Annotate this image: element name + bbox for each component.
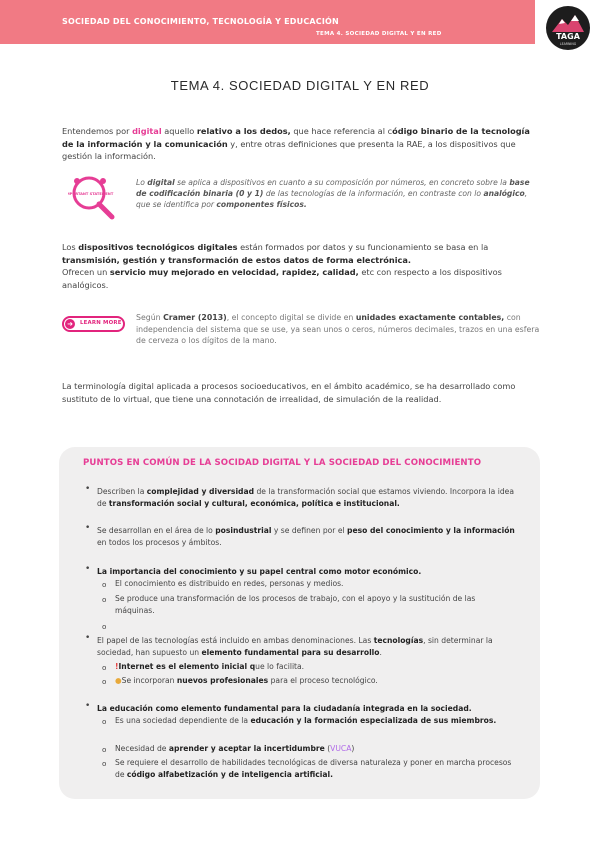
sub-list-item: Se requiere el desarrollo de habilidades tecnológicas de diversa naturaleza y poner en marcha procesos de código alfabetización y de inteligencia artificial. xyxy=(115,758,512,779)
list-item: La importancia del conocimiento y su papel central como motor económico. xyxy=(97,567,422,576)
bullet-icon: • xyxy=(85,484,91,494)
bullet-icon: • xyxy=(85,633,91,643)
list-item: Se desarrollan en el área de lo posindustrial y se definen por el peso del conocimiento y la información en todos los procesos y ámbitos. xyxy=(97,526,515,547)
cramer-paragraph: Según Cramer (2013), el concepto digital se divide en unidades exactamente contables, con independencia del sistema que se use, ya sean unos o ceros, números decimales, trazos en una esfera de cerveza o los dígitos de la mano. xyxy=(136,313,540,345)
sub-list-item: Es una sociedad dependiente de la educación y la formación especializada de sus miembros. xyxy=(115,716,497,725)
sub-list-item: !Internet es el elemento inicial que lo facilita. xyxy=(115,662,305,671)
vuca-term: VUCA xyxy=(330,744,352,753)
sub-list-item: El conocimiento es distribuido en redes, personas y medios. xyxy=(115,579,344,588)
list-item: El papel de las tecnologías está incluido en ambas denominaciones. Las tecnologías, sin determinar la sociedad, han supuesto un elemento fundamental para su desarrollo. xyxy=(97,636,493,657)
sub-bullet-icon: o xyxy=(102,677,107,686)
bullet-icon: • xyxy=(85,523,91,533)
bullet-icon: • xyxy=(85,701,91,711)
sub-list-item: Se produce una transformación de los procesos de trabajo, con el apoyo y la sustitución de las máquinas. xyxy=(115,594,476,615)
logo-subtext: LEARNING xyxy=(559,42,577,46)
sub-list-item: Necesidad de aprender y aceptar la incertidumbre (VUCA) xyxy=(115,744,355,753)
list-item: Describen la complejidad y diversidad de la transformación social que estamos viviendo. Incorpora la idea de transformación social y cultural, económica, política e institucional. xyxy=(97,487,514,508)
person-icon: ● xyxy=(115,676,122,685)
course-title: SOCIEDAD DEL CONOCIMIENTO, TECNOLOGÍA Y EDUCACIÓN xyxy=(62,17,339,26)
sub-bullet-icon: o xyxy=(102,717,107,726)
logo-text: TAGA xyxy=(556,32,580,41)
taga-logo xyxy=(546,6,590,50)
icon-text: IMPORTANT STATEMENT xyxy=(68,192,114,196)
topic-label: TEMA 4. SOCIEDAD DIGITAL Y EN RED xyxy=(316,31,442,37)
sub-bullet-icon: o xyxy=(102,663,107,672)
exclamation-icon: ! xyxy=(115,662,119,671)
learn-more-button[interactable]: ➜ LEARN MORE xyxy=(62,316,125,332)
sub-list-item: ●Se incorporan nuevos profesionales para el proceso tecnológico. xyxy=(115,676,378,685)
devices-paragraph: Los dispositivos tecnológicos digitales están formados por datos y su funcionamiento se basa en la transmisión, gestión y transformación de estos datos de forma electrónica. Ofrecen un servicio muy mejorado en velocidad, rapidez, calidad, etc con respecto a los dispositivos analógicos. xyxy=(62,242,502,290)
intro-paragraph: Entendemos por digital aquello relativo a los dedos, que hace referencia al código binario de la tecnología de la información y la comunicación y, entre otras definiciones que presenta la RAE, a los dispositivos que gestión la información. xyxy=(62,126,530,161)
header-bar xyxy=(0,0,535,44)
sub-bullet-icon: o xyxy=(102,580,107,589)
page-title: TEMA 4. SOCIEDAD DIGITAL Y EN RED xyxy=(170,78,430,93)
digital-definition-note: Lo digital se aplica a dispositivos en cuanto a su composición por números, en concreto sobre la base de codificación binaria (0 y 1) de las tecnologías de la información, en contraste con lo analógico, que se identifica por componentes físicos. xyxy=(136,178,530,209)
important-statement-icon xyxy=(68,173,118,221)
sub-bullet-icon: o xyxy=(102,622,107,631)
sub-bullet-icon: o xyxy=(102,595,107,604)
terminology-paragraph: La terminología digital aplicada a procesos socioeducativos, en el ámbito académico, se ha desarrollado como sustituto de lo virtual, que tiene una connotación de irrealidad, de simulación de la realidad. xyxy=(62,381,516,404)
list-item: La educación como elemento fundamental para la ciudadanía integrada en la sociedad. xyxy=(97,704,472,713)
common-points-title: PUNTOS EN COMÚN DE LA SOCIDAD DIGITAL Y LA SOCIEDAD DEL CONOCIMIENTO xyxy=(83,458,482,468)
arrow-right-icon: ➜ xyxy=(65,319,75,329)
sub-bullet-icon: o xyxy=(102,759,107,768)
bullet-icon: • xyxy=(85,564,91,574)
sub-bullet-icon: o xyxy=(102,745,107,754)
